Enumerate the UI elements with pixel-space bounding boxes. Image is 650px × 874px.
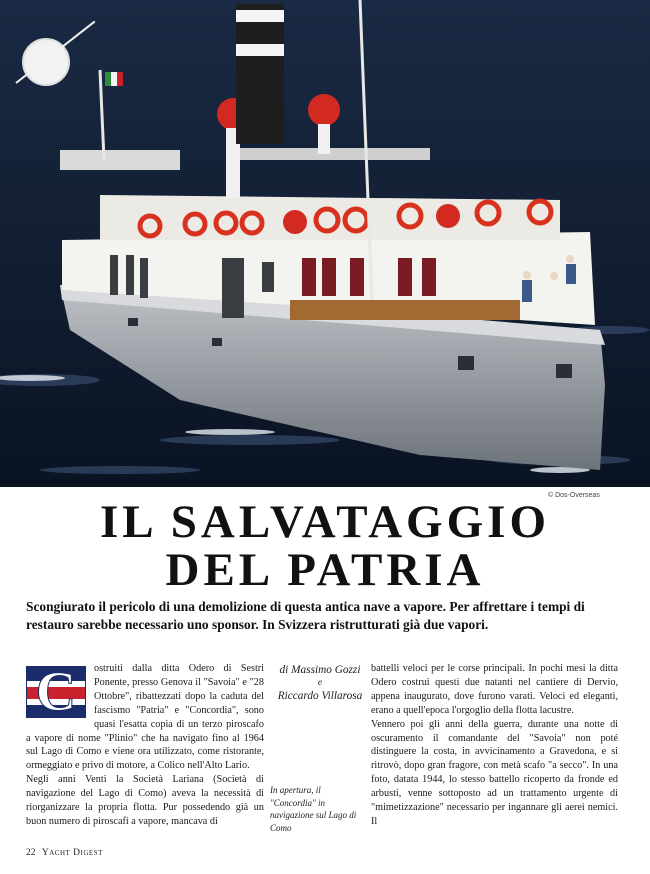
- article-title: [0, 498, 650, 594]
- body-column-1: [26, 662, 264, 829]
- byline-author-2: Riccardo Villarosa: [277, 689, 363, 702]
- article-subtitle: Scongiurato il pericolo di una demolizione di questa antica nave a vapore. Per affrettare i tempi di restauro sarebbe necessario uno sponsor. In Svizzera ristrutturati già due vapori.: [26, 599, 585, 632]
- photo-credit: © Dos-Overseas: [548, 492, 600, 499]
- byline-author-1: di Massimo Gozzi: [279, 664, 361, 676]
- magazine-name: Yacht Digest: [41, 848, 103, 858]
- column1-paragraph-2: Negli anni Venti la Società Lariana (Società di navigazione del Lago di Como) aveva la necessità di riorganizzare la propria flotta. Pur possedendo già un buon numero di piroscafi a vapore, mancava di: [26, 774, 264, 827]
- column3-paragraph-1: battelli veloci per le corse principali. In pochi mesi la ditta Odero costruì questi due natanti nel cantiere di Dervio, appena inaugurato, dove furono varati. Veloci ed eleganti, erano a quell'epoca l'orgoglio della flotta lacustre.: [371, 663, 618, 716]
- article-title-line-2: DEL PATRIA: [165, 544, 485, 596]
- body-column-3: [371, 662, 618, 829]
- dropcap-flag: [26, 666, 86, 718]
- page-number: 22: [26, 848, 36, 858]
- byline: [272, 663, 368, 703]
- byline-conjunction: e: [317, 677, 323, 688]
- dropcap-letter: C: [35, 666, 77, 718]
- article-title-line-1: IL SALVATAGGIO: [99, 496, 550, 548]
- column1-paragraph-1: ostruiti dalla ditta Odero di Sestri Ponente, presso Genova il "Savoia" e "28 Ottobre", ribattezzati dopo la caduta del fascismo "Patria" e "Concordia", sono quasi l'esatta copia di un terzo piroscafo a vapore di nome "Plinio" che ha navigato fino al 1964 sul Lago di Como e viene ora utilizzato, come ristorante, ormeggiato e privo di motore, a Colico nell'Alto Lario.: [26, 663, 264, 772]
- photo-caption: In apertura, il "Concordia" in navigazione sul Lago di Como: [270, 785, 357, 833]
- column3-paragraph-2: Vennero poi gli anni della guerra, durante una notte di oscuramento il comandante del "Savoia" non poté distinguere la costa, in avvicinamento a Gravedona, e si ritrovò, dopo gran fragore, con metà scafo "a secco". In una foto, datata 1944, lo stesso battello ricoperto da fronde ed arbusti, venne sottoposto ad un trattamento urgente di "mimetizzazione" necessario per ingannare gli aerei nemici. Il: [371, 718, 618, 827]
- page-footer: [26, 848, 103, 858]
